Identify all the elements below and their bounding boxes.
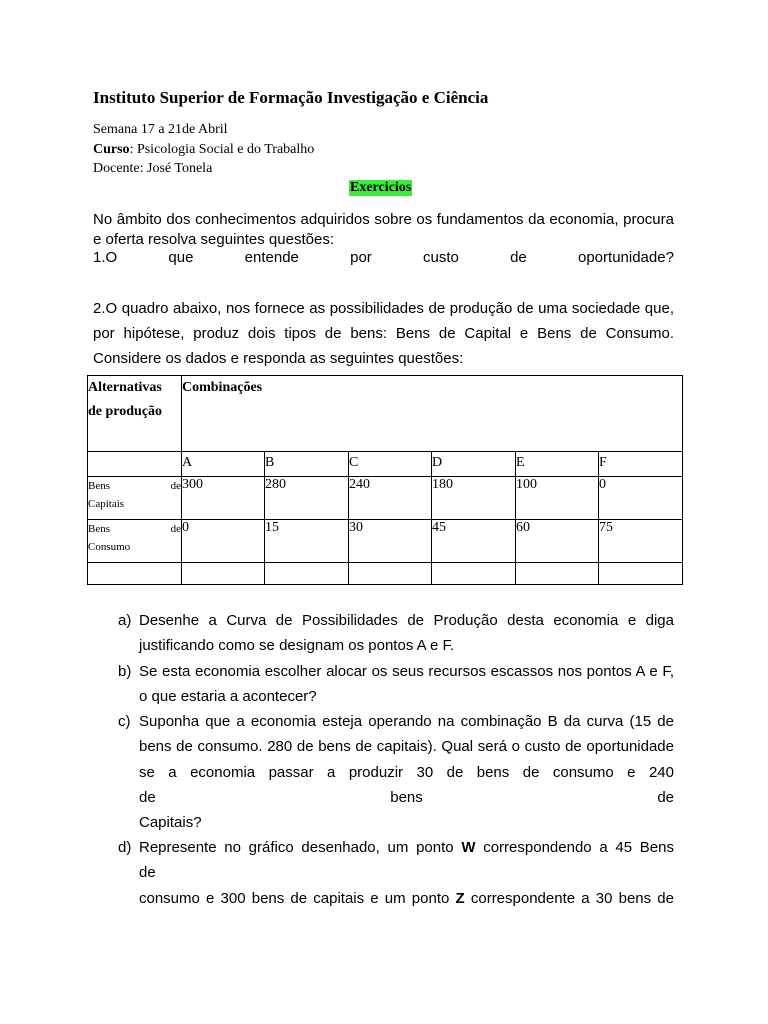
course-value: : Psicologia Social e do Trabalho — [129, 142, 315, 157]
question-text: Suponha que a economia esteja operando na combinação B da curva (15 de bens de consumo. 280 de bens de capitais). Qual será o custo de oportunidade se a economia passar a produzir 30 de bens de consumo e 240 — [139, 713, 674, 781]
question-word: bens — [390, 788, 423, 806]
row-label-word: de — [170, 523, 181, 535]
intro-paragraph: No âmbito dos conhecimentos adquiridos sobre os fundamentos da economia, procura e oferta resolva seguintes questões: — [93, 211, 674, 248]
question-text-end: Capitais? — [139, 814, 202, 832]
column-header: D — [432, 452, 516, 477]
question-word: de — [657, 788, 674, 806]
column-header: E — [516, 452, 599, 477]
question-text: consumo e 300 bens de capitais e um ponto — [139, 889, 456, 907]
table-cell: 45 — [432, 520, 516, 563]
row-label-word: Capitais — [88, 498, 125, 510]
table-row — [88, 520, 683, 563]
row-label-word: de — [170, 480, 181, 492]
question-text: Desenhe a Curva de Possibilidades de Produção desta economia e diga justificando como se designam os pontos A e F. — [139, 612, 674, 655]
q1-word: 1.O — [93, 249, 118, 266]
column-header: B — [265, 452, 349, 477]
table-cell: 280 — [265, 477, 349, 520]
question-d — [118, 835, 674, 911]
table-cell: 0 — [182, 520, 265, 563]
section-title: Exercicios — [350, 180, 412, 195]
question-c — [118, 709, 674, 835]
question-label: b) — [118, 663, 132, 680]
row-label-word: Bens — [88, 480, 110, 492]
table-cell: 60 — [516, 520, 599, 563]
week-line: Semana 17 a 21de Abril — [93, 122, 228, 137]
column-header: F — [599, 452, 683, 477]
table-cell: 75 — [599, 520, 683, 563]
table-cell: 15 — [265, 520, 349, 563]
question-2-paragraph: 2.O quadro abaixo, nos fornece as possibilidades de produção de uma sociedade que, por hipótese, produz dois tipos de bens: Bens de Capital e Bens de Consumo. Considere os dados e responda as seguintes questões: — [93, 300, 674, 367]
table-row — [88, 477, 683, 520]
table-cell: 30 — [349, 520, 432, 563]
question-b — [118, 659, 674, 710]
q1-word: por — [350, 249, 372, 266]
question-text: de — [139, 864, 156, 882]
table-cell: 100 — [516, 477, 599, 520]
question-text: correspondendo a 45 Bens — [475, 839, 674, 856]
table-row-empty — [88, 563, 683, 585]
question-a — [118, 608, 674, 659]
table-cell: 180 — [432, 477, 516, 520]
question-text: Represente no gráfico desenhado, um ponto — [139, 839, 462, 856]
column-header: C — [349, 452, 432, 477]
q1-word: custo — [423, 249, 459, 266]
table-cell: 300 — [182, 477, 265, 520]
row-label-consumption — [88, 520, 182, 563]
table-header-combinations: Combinações — [182, 376, 683, 452]
question-text: correspondente a 30 bens de — [464, 889, 674, 907]
q1-word: que — [168, 249, 194, 266]
production-possibilities-table — [87, 375, 683, 585]
question-label: d) — [118, 839, 132, 856]
table-cell-empty — [88, 452, 182, 477]
row-label-word: Consumo — [88, 541, 131, 553]
question-word: de — [139, 788, 156, 806]
q1-word: entende — [244, 249, 299, 266]
table-cell: 240 — [349, 477, 432, 520]
column-header: A — [182, 452, 265, 477]
teacher-line: Docente: José Tonela — [93, 161, 213, 176]
course-line — [93, 142, 314, 158]
course-label: Curso — [93, 142, 130, 157]
row-label-capitals — [88, 477, 182, 520]
question-label: a) — [118, 612, 132, 629]
point-w-label: W — [461, 839, 476, 856]
question-text: Se esta economia escolher alocar os seus recursos escassos nos pontos A e F, o que estaria a acontecer? — [139, 663, 674, 706]
point-z-label: Z — [455, 889, 465, 907]
q1-word: oportunidade? — [578, 249, 674, 266]
institution-title: Instituto Superior de Formação Investigação e Ciência — [93, 88, 489, 107]
question-label: c) — [118, 713, 131, 730]
q1-word: de — [510, 249, 527, 266]
table-cell: 0 — [599, 477, 683, 520]
table-header-alternatives: Alternativas de produção — [88, 376, 182, 452]
row-label-word: Bens — [88, 523, 110, 535]
question-1 — [93, 249, 674, 266]
